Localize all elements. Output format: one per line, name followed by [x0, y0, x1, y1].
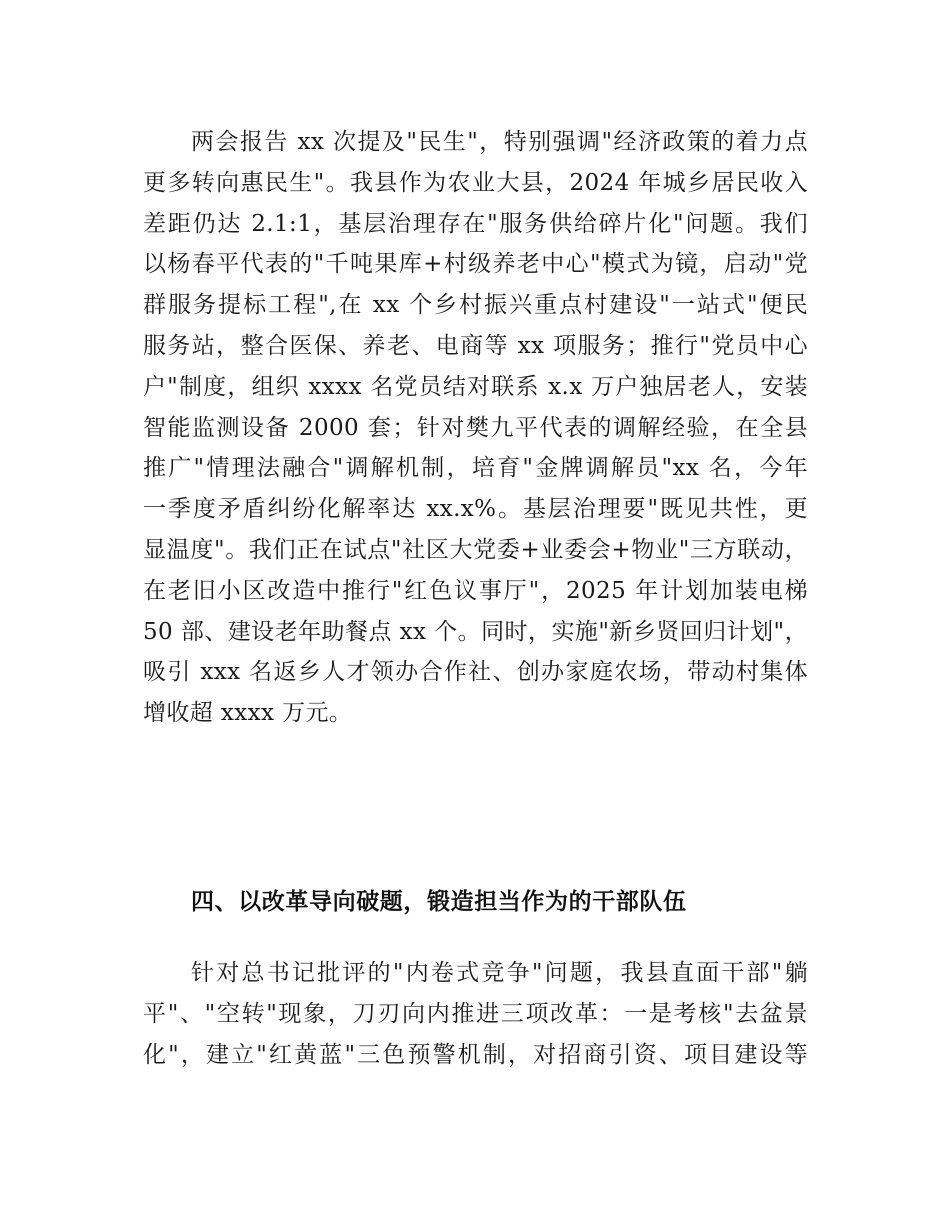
paragraph-people-livelihood: [143, 122, 808, 734]
paragraph-line: 推广"情理法融合"调解机制，培育"金牌调解员"xx 名，今年: [143, 455, 808, 482]
paragraph-line: 差距仍达 2.1:1，基层治理存在"服务供给碎片化"问题。我们: [143, 210, 808, 237]
paragraph-line-last: 增收超 xxxx 万元。: [143, 700, 353, 727]
paragraph-line: 一季度矛盾纠纷化解率达 xx.x%。基层治理要"既见共性，更: [143, 496, 808, 523]
paragraph-line: 两会报告 xx 次提及"民生"，特别强调"经济政策的着力点: [191, 129, 808, 155]
paragraph-line: 50 部、建设老年助餐点 xx 个。同时，实施"新乡贤回归计划"，: [143, 618, 808, 645]
paragraph-line: 针对总书记批评的"内卷式竞争"问题，我县直面干部"躺: [191, 960, 808, 986]
paragraph-line: 在老旧小区改造中推行"红色议事厅"，2025 年计划加装电梯: [143, 577, 808, 604]
paragraph-line: 更多转向惠民生"。我县作为农业大县，2024 年城乡居民收入: [143, 169, 808, 196]
paragraph-line: 群服务提标工程",在 xx 个乡村振兴重点村建设"一站式"便民: [143, 292, 808, 319]
paragraph-line: 户"制度，组织 xxxx 名党员结对联系 x.x 万户独居老人，安装: [143, 373, 808, 400]
paragraph-line: 显温度"。我们正在试点"社区大党委+业委会+物业"三方联动，: [143, 536, 808, 563]
paragraph-line: 智能监测设备 2000 套；针对樊九平代表的调解经验，在全县: [143, 414, 808, 441]
paragraph-line: 吸引 xxx 名返乡人才领办合作社、创办家庭农场，带动村集体: [143, 659, 808, 686]
paragraph-cadre-reform: [143, 953, 808, 1075]
paragraph-line: 服务站，整合医保、养老、电商等 xx 项服务；推行"党员中心: [143, 332, 808, 359]
section-heading: 四、以改革导向破题，锻造担当作为的干部队伍: [191, 889, 687, 915]
paragraph-line: 化"，建立"红黄蓝"三色预警机制，对招商引资、项目建设等: [143, 1041, 808, 1068]
paragraph-line: 以杨春平代表的"千吨果库+村级养老中心"模式为镜，启动"党: [143, 251, 808, 278]
paragraph-line: 平"、"空转"现象，刀刃向内推进三项改革：一是考核"去盆景: [143, 1000, 808, 1027]
